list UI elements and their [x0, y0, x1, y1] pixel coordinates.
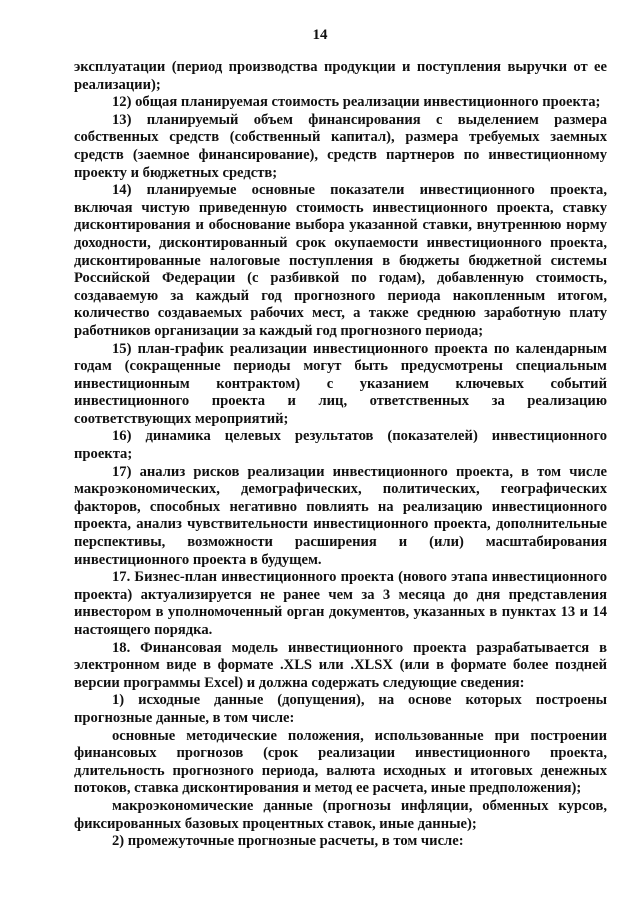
paragraph-item-12: 12) общая планируемая стоимость реализации инвестиционного проекта;: [112, 94, 601, 111]
page-number: 14: [312, 27, 328, 43]
paragraph-methodology: основные методические положения, использованные при построении финансовых прогнозов (срок реализации инвестиционного проекта, длительность прогнозного периода, валюта исходных и итоговых денежных потоков, ставка дисконтирования и метод ее расчета, иные предположения);: [74, 727, 607, 797]
paragraph-item-14: 14) планируемые основные показатели инвестиционного проекта, включая чистую приведенную стоимость инвестиционного проекта, ставку дисконтирования и обоснование выбора указанной ставки, внутреннюю норму доходности, дисконтированный срок окупаемости инвестиционного проекта, дисконтированные налоговые поступления в бюджеты бюджетной системы Российской Федерации (с разбивкой по годам), добавленную стоимость, создаваемую за каждый год прогнозного периода накопленным итогом, количество создаваемых рабочих мест, а также среднюю заработную плату работников организации за каждый год прогнозного периода;: [74, 182, 607, 339]
paragraph-subitem-1: 1) исходные данные (допущения), на основе которых построены прогнозные данные, в том числе:: [74, 692, 607, 726]
paragraph-continuation: эксплуатации (период производства продукции и поступления выручки от ее реализации);: [74, 59, 607, 93]
paragraph-item-17: 17) анализ рисков реализации инвестиционного проекта, в том числе макроэкономических, демографических, политических, географических факторов, способных негативно повлиять на реализацию инвестиционного проекта, анализ чувствительности инвестиционного проекта, дополнительные перспективы, возможности расширения и (или) масштабирования инвестиционного проекта в будущем.: [74, 463, 607, 568]
paragraph-subitem-2: 2) промежуточные прогнозные расчеты, в том числе:: [112, 833, 464, 850]
paragraph-section-18: 18. Финансовая модель инвестиционного проекта разрабатывается в электронном виде в формате .XLS или .XLSX (или в формате более поздней версии программы Excel) и должна содержать следующие сведения:: [74, 639, 607, 691]
paragraph-item-13: 13) планируемый объем финансирования с выделением размера собственных средств (собственный капитал), размера требуемых заемных средств (заемное финансирование), средств партнеров по инвестиционному проекту и бюджетных средств;: [74, 111, 607, 181]
paragraph-item-15: 15) план-график реализации инвестиционного проекта по календарным годам (сокращенные периоды могут быть предусмотрены специальным инвестиционным контрактом) с указанием ключевых событий инвестиционного проекта и лиц, ответственных за реализацию соответствующих мероприятий;: [74, 340, 607, 427]
document-body: [74, 59, 607, 851]
paragraph-item-16: 16) динамика целевых результатов (показателей) инвестиционного проекта;: [74, 428, 607, 463]
paragraph-section-17: 17. Бизнес-план инвестиционного проекта (нового этапа инвестиционного проекта) актуализируется не ранее чем за 3 месяца до дня представления инвестором в уполномоченный орган документов, указанных в пунктах 13 и 14 настоящего порядка.: [74, 569, 607, 638]
paragraph-macroeconomic: макроэкономические данные (прогнозы инфляции, обменных курсов, фиксированных базовых процентных ставок, иные данные);: [74, 797, 607, 832]
